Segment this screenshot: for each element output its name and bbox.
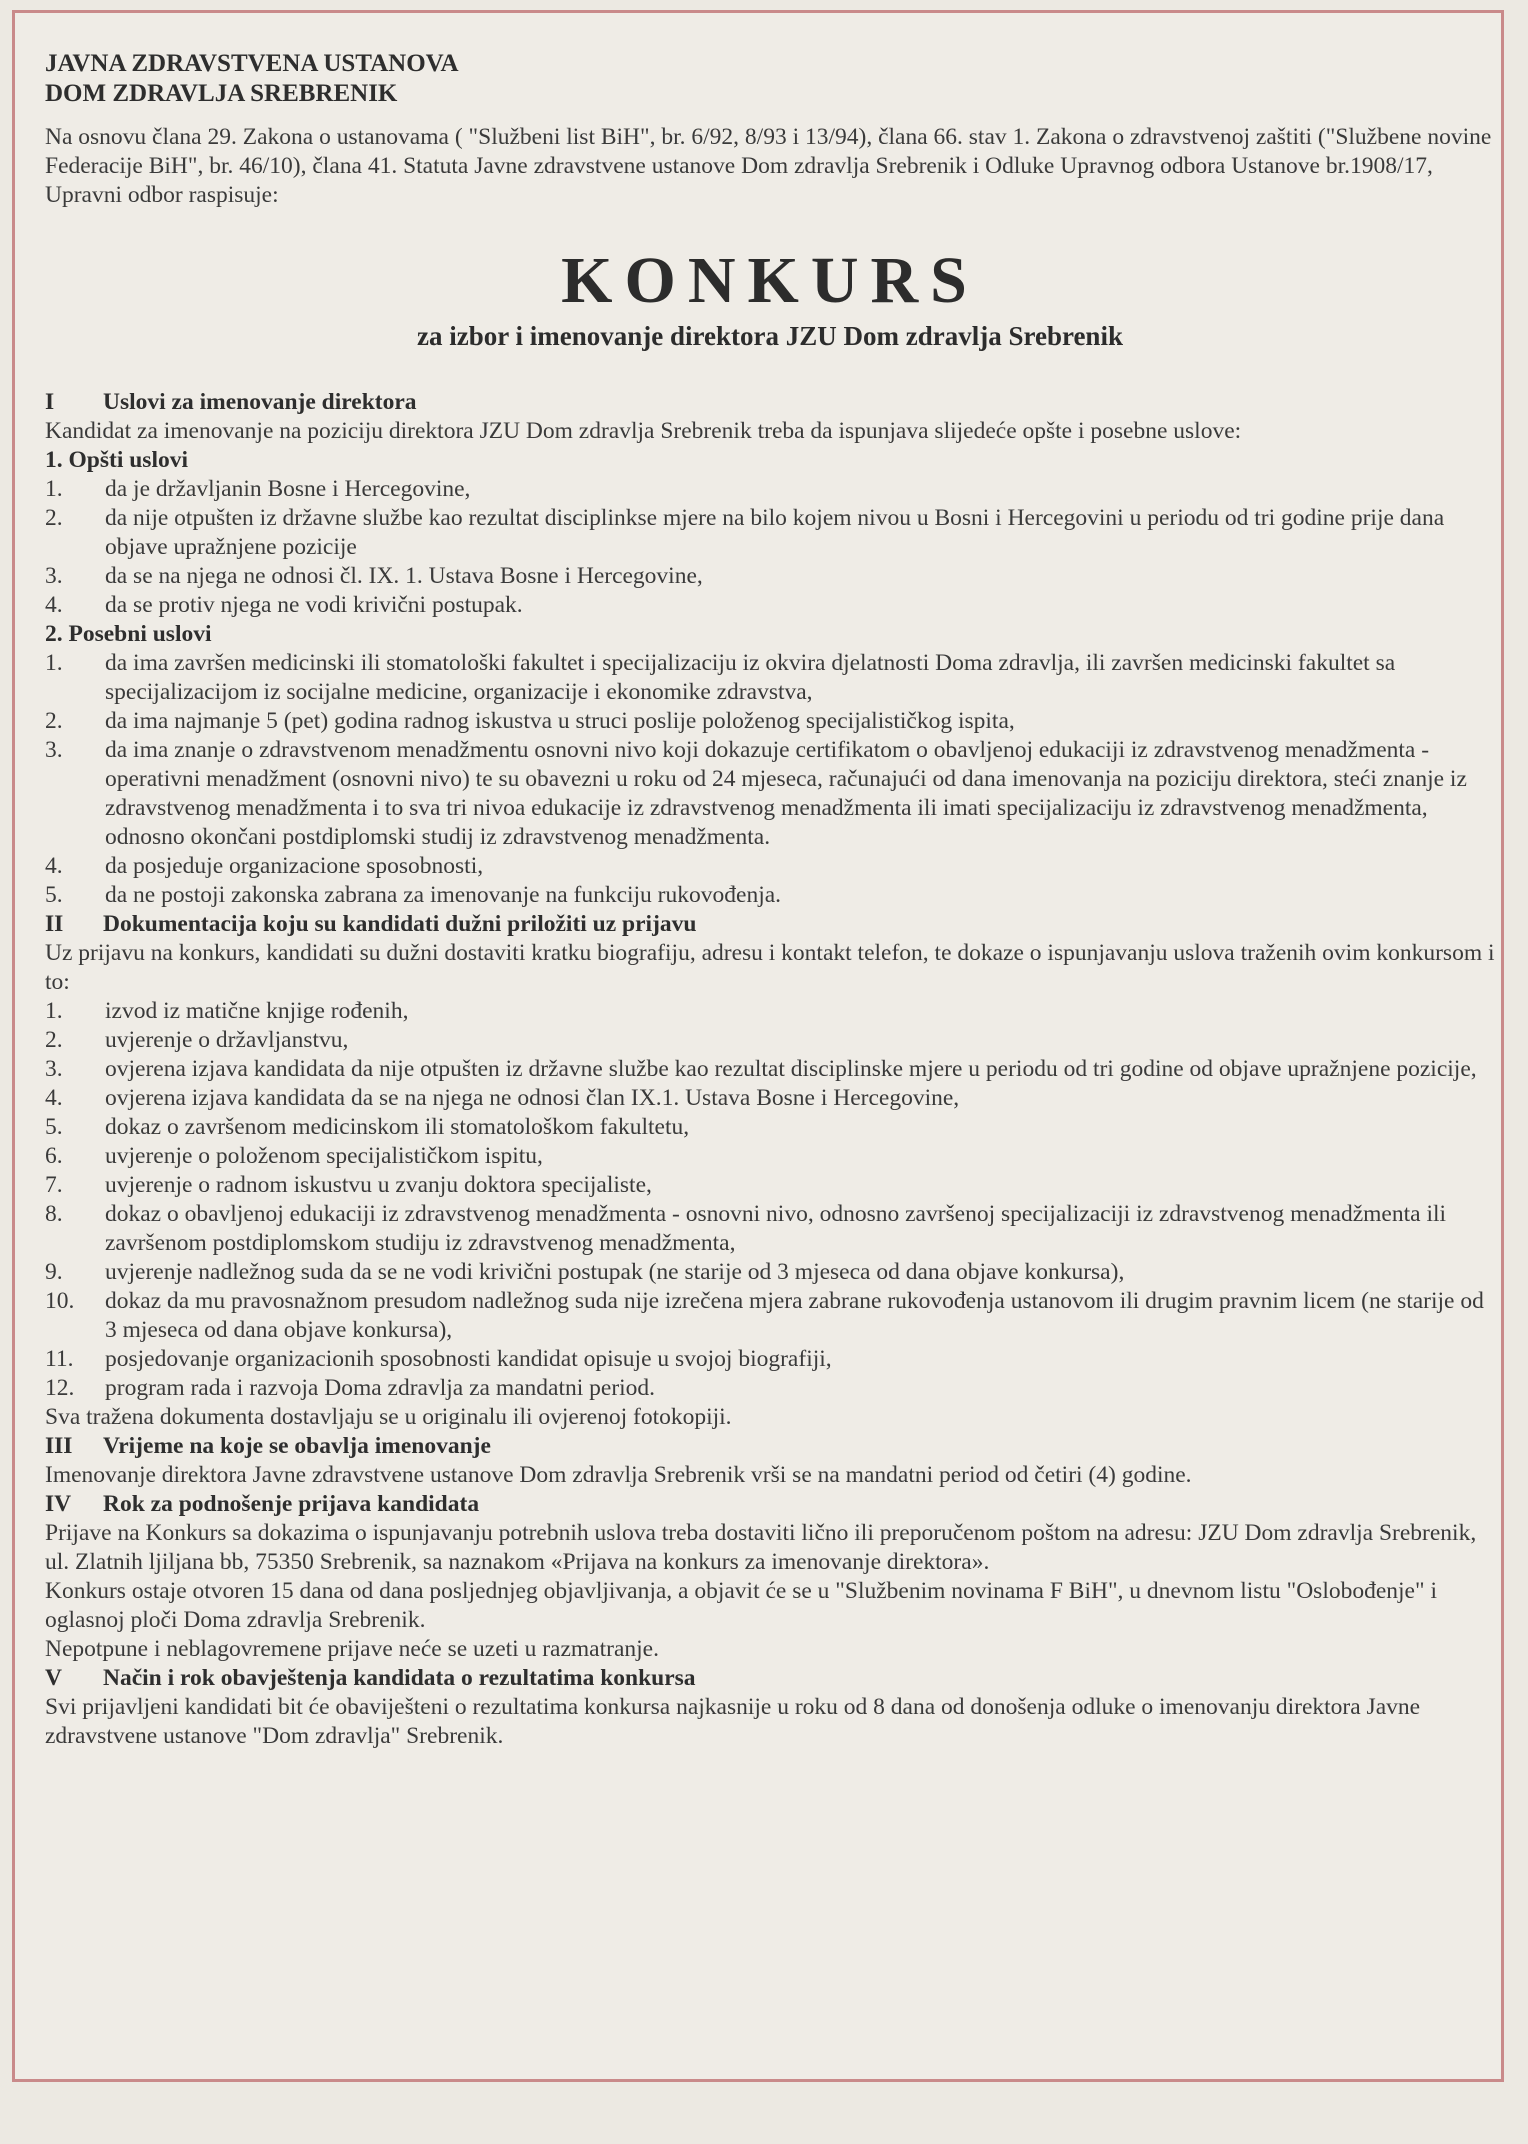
section-1-heading	[45, 388, 1495, 417]
list-item: 2. da ima najmanje 5 (pet) godina radnog iskustva u struci poslije položenog specijalističkog ispita,	[45, 708, 1015, 734]
org-name-line1: JAVNA ZDRAVSTVENA USTANOVA	[45, 50, 459, 77]
list-item: 9. uvjerenje nadležnog suda da se ne vodi krivični postupak (ne starije od 3 mjeseca od dana objave konkursa),	[45, 1259, 1125, 1285]
list-item: 4. ovjerena izjava kandidata da se na njega ne odnosi član IX.1. Ustava Bosne i Hercegovine,	[45, 1085, 960, 1111]
list-item: 2. da nije otpušten iz državne službe kao rezultat disciplinkse mjere na bilo kojem nivou u Bosni i Hercegovini u periodu od tri godine prije dana objave upražnjene pozicije	[45, 505, 1445, 560]
section-5-number: V	[45, 1665, 62, 1691]
list-item: 10. dokaz da mu pravosnažnom presudom nadležnog suda nije izrečena mjera zabrane rukovođenja ustanovom ili drugim pravnim licem (ne starije od 3 mjeseca od dana objave konkursa),	[45, 1288, 1484, 1343]
org-name-line2: DOM ZDRAVLJA SREBRENIK	[45, 80, 398, 107]
special-conditions-heading: 2. Posebni uslovi	[45, 621, 212, 647]
section-2-number: II	[45, 911, 64, 937]
legal-basis-paragraph: Na osnovu člana 29. Zakona o ustanovama ( "Službeni list BiH", br. 6/92, 8/93 i 13/94), člana 66. stav 1. Zakona o zdravstvenoj zaštiti ("Službene novine Federacije BiH", br. 46/10), člana 41. Statuta Javne zdravstvene ustanove Dom zdravlja Srebrenik i Odluke Upravnog odbora Ustanove br.1908/17, Upravni odbor raspisuje:	[45, 124, 1492, 208]
list-item: 4. da posjeduje organizacione sposobnosti,	[45, 853, 484, 879]
section-4-paragraph-1: Prijave na Konkurs sa dokazima o ispunjavanju potrebnih uslova treba dostaviti lično ili preporučenom poštom na adresu: JZU Dom zdravlja Srebrenik, ul. Zlatnih ljiljana bb, 75350 Srebrenik, sa naznakom «Prijava na konkurs za imenovanje direktora».	[45, 1520, 1477, 1575]
list-item: 7. uvjerenje o radnom iskustvu u zvanju doktora specijaliste,	[45, 1172, 652, 1198]
section-3-heading	[45, 1432, 1495, 1461]
section-1-title: Uslovi za imenovanje direktora	[103, 389, 417, 415]
section-3-number: III	[45, 1433, 73, 1459]
general-conditions-list	[45, 475, 1495, 620]
section-5-text: Svi prijavljeni kandidati bit će obaviješteni o rezultatima konkursa najkasnije u roku od 8 dana od donošenja odluke o imenovanju direktora Javne zdravstvene ustanove "Dom zdravlja" Srebrenik.	[45, 1694, 1421, 1749]
list-item: 6. uvjerenje o položenom specijalističkom ispitu,	[45, 1143, 543, 1169]
notice-content	[45, 49, 1495, 1751]
section-4-heading	[45, 1490, 1495, 1519]
section-2-title: Dokumentacija koju su kandidati dužni priložiti uz prijavu	[103, 911, 697, 937]
list-item: 1. izvod iz matične knjige rođenih,	[45, 998, 409, 1024]
list-item: 1. da ima završen medicinski ili stomatološki fakultet i specijalizaciju iz okvira djelatnosti Doma zdravlja, ili završen medicinski fakultet sa specijalizacijom iz socijalne medicine, organizacije i ekonomike zdravstva,	[45, 650, 1396, 705]
section-5-title: Način i rok obavještenja kandidata o rezultatima konkursa	[103, 1665, 696, 1691]
section-1-intro: Kandidat za imenovanje na poziciju direktora JZU Dom zdravlja Srebrenik treba da ispunjava slijedeće opšte i posebne uslove:	[45, 418, 1242, 444]
notice-frame	[12, 10, 1504, 2082]
documents-note: Sva tražena dokumenta dostavljaju se u originalu ili ovjerenoj fotokopiji.	[45, 1404, 732, 1430]
document-title: KONKURS	[561, 244, 979, 317]
list-item: 5. dokaz o završenom medicinskom ili stomatološkom fakultetu,	[45, 1114, 690, 1140]
list-item: 5. da ne postoji zakonska zabrana za imenovanje na funkciju rukovođenja.	[45, 882, 782, 908]
section-4-paragraph-2: Konkurs ostaje otvoren 15 dana od dana posljednjeg objavljivanja, a objavit će se u "Službenim novinama F BiH", u dnevnom listu "Oslobođenje" i oglasnoj ploči Doma zdravlja Srebrenik.	[45, 1578, 1437, 1633]
section-4-number: IV	[45, 1491, 72, 1517]
list-item: 3. ovjerena izjava kandidata da nije otpušten iz državne službe kao rezultat disciplinske mjere u periodu od tri godine od objave upražnjene pozicije,	[45, 1056, 1477, 1082]
list-item: 1. da je državljanin Bosne i Hercegovine,	[45, 476, 471, 502]
list-item: 3. da ima znanje o zdravstvenom menadžmentu osnovni nivo koji dokazuje certifikatom o obavljenoj edukaciji iz zdravstvenog menadžmenta - operativni menadžment (osnovni nivo) te su obavezni u roku od 24 mjeseca, računajući od dana imenovanja na poziciju direktora, steći znanje iz zdravstvenog menadžmenta i to sva tri nivoa edukacije iz zdravstvenog menadžmenta ili imati specijalizaciju iz zdravstvenog menadžmenta, odnosno okončani postdiplomski studij iz zdravstvenog menadžmenta.	[45, 737, 1467, 850]
document-subtitle: za izbor i imenovanje direktora JZU Dom zdravlja Srebrenik	[417, 321, 1123, 351]
list-item: 4. da se protiv njega ne vodi krivični postupak.	[45, 592, 523, 618]
section-3-text: Imenovanje direktora Javne zdravstvene ustanove Dom zdravlja Srebrenik vrši se na mandatni period od četiri (4) godine.	[45, 1462, 1192, 1488]
list-item: 8. dokaz o obavljenoj edukaciji iz zdravstvenog menadžmenta - osnovni nivo, odnosno završenoj specijalizaciji iz zdravstvenog menadžmenta ili završenom postdiplomskom studiju iz zdravstvenog menadžmenta,	[45, 1201, 1447, 1256]
list-item: 3. da se na njega ne odnosi čl. IX. 1. Ustava Bosne i Hercegovine,	[45, 563, 703, 589]
list-item: 12. program rada i razvoja Doma zdravlja za mandatni period.	[45, 1375, 656, 1401]
section-4-title: Rok za podnošenje prijava kandidata	[103, 1491, 480, 1517]
section-2-intro: Uz prijavu na konkurs, kandidati su dužni dostaviti kratku biografiju, adresu i kontakt telefon, te dokaze o ispunjavanju uslova traženih ovim konkursom i to:	[45, 940, 1495, 995]
general-conditions-heading: 1. Opšti uslovi	[45, 447, 188, 473]
list-item: 11. posjedovanje organizacionih sposobnosti kandidat opisuje u svojoj biografiji,	[45, 1346, 832, 1372]
section-2-heading	[45, 910, 1495, 939]
section-5-heading	[45, 1664, 1495, 1693]
documents-list	[45, 997, 1495, 1403]
section-3-title: Vrijeme na koje se obavlja imenovanje	[103, 1433, 491, 1459]
section-4-paragraph-3: Nepotpune i neblagovremene prijave neće se uzeti u razmatranje.	[45, 1636, 659, 1662]
list-item: 2. uvjerenje o državljanstvu,	[45, 1027, 349, 1053]
section-1-number: I	[45, 389, 55, 415]
special-conditions-list	[45, 649, 1495, 910]
